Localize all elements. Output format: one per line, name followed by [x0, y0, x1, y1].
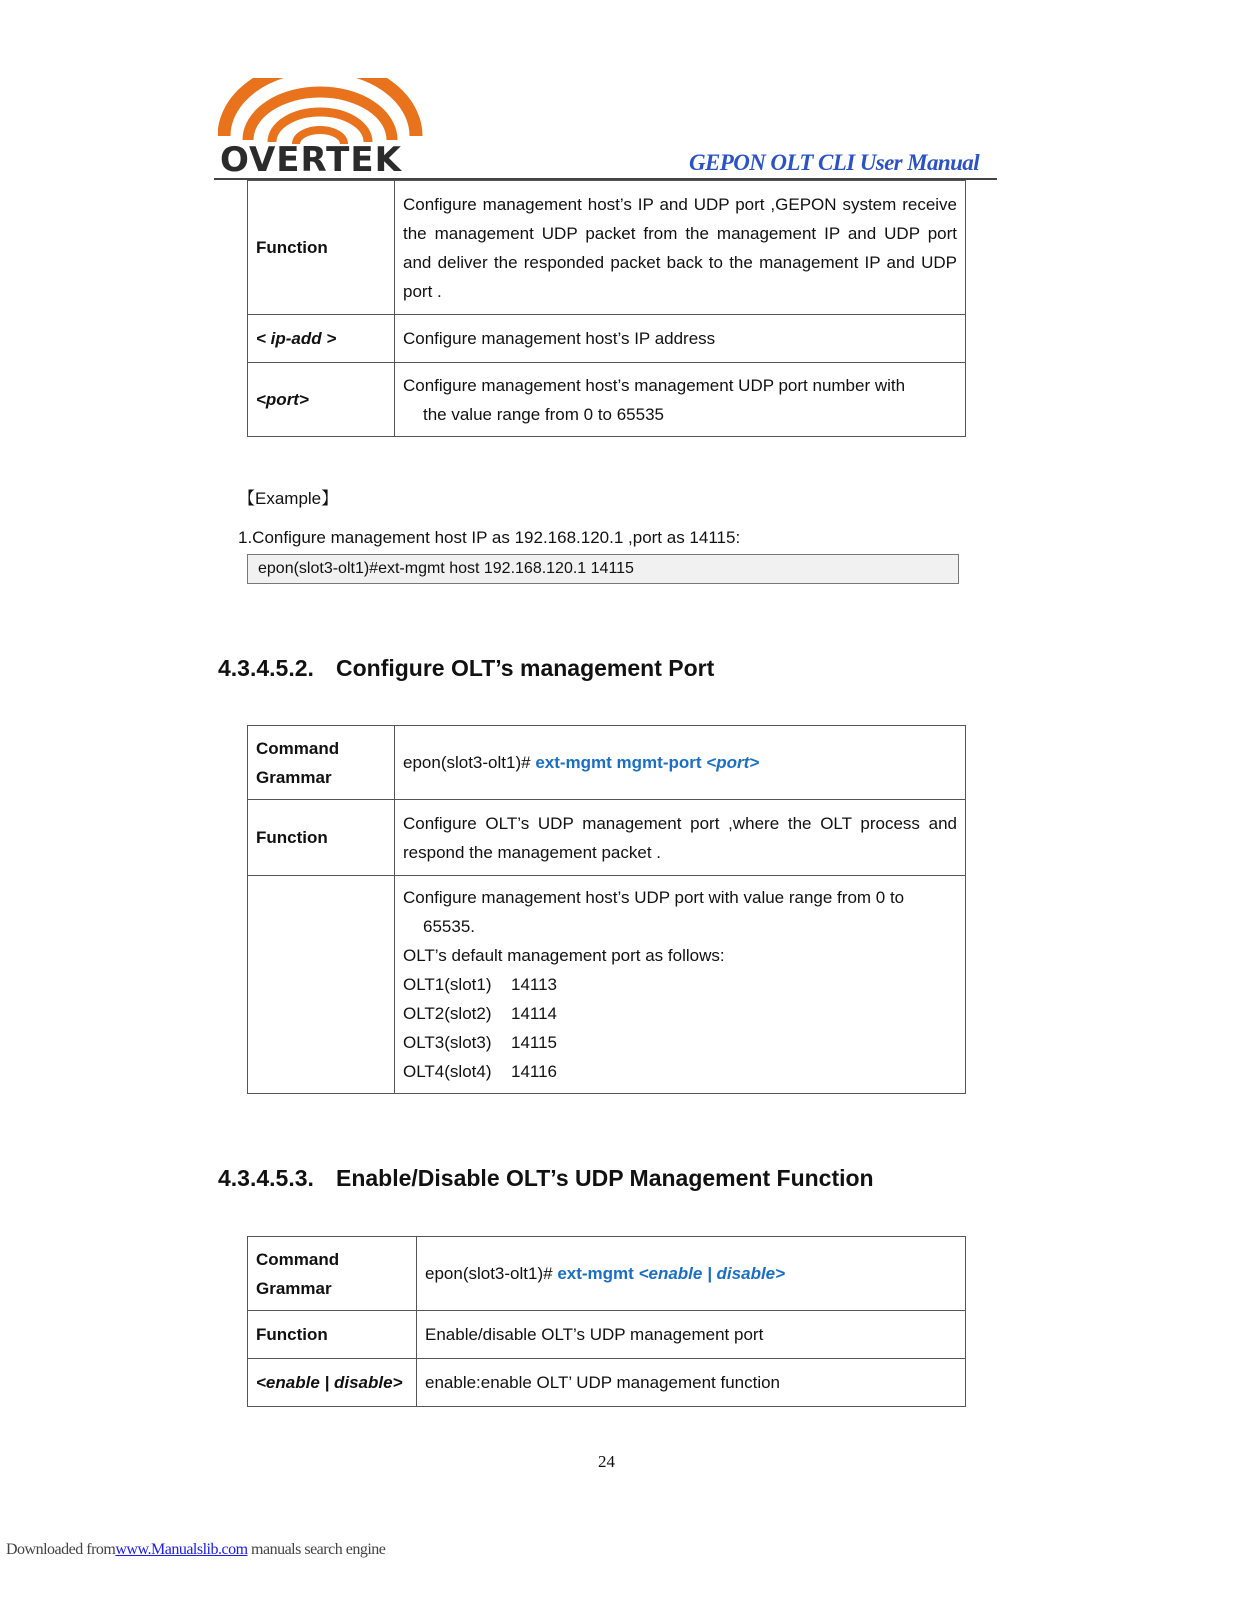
table-row [248, 1359, 966, 1407]
footer-prefix: Downloaded from [6, 1541, 116, 1558]
port-text-line1: Configure management host’s management UDP port number with [403, 375, 906, 395]
olt-name: OLT2(slot2) [403, 1004, 492, 1023]
grammar-arg: <enable | disable> [638, 1264, 786, 1283]
table-row [248, 1311, 966, 1359]
section-heading [218, 1165, 874, 1192]
grammar-label-line1: Command [256, 1249, 340, 1269]
function-text: Configure OLT’s UDP management port ,where the OLT process and respond the management packet . [395, 800, 966, 876]
download-footer [6, 1541, 385, 1559]
footer-suffix: manuals search engine [247, 1541, 386, 1558]
table-row [248, 315, 966, 363]
host-config-table [247, 180, 966, 437]
port-desc-line2: 65535. [423, 917, 475, 936]
grammar-prompt: epon(slot3-olt1)# [403, 753, 531, 772]
port-text [395, 363, 966, 437]
function-text: Enable/disable OLT’s UDP management port [417, 1311, 966, 1359]
port-text-line2: the value range from 0 to 65535 [423, 404, 664, 424]
param-text: enable:enable OLT’ UDP management function [417, 1359, 966, 1407]
code-example: epon(slot3-olt1)#ext-mgmt host 192.168.120.1 14115 [247, 554, 959, 584]
defaults-intro: OLT’s default management port as follows: [403, 946, 725, 965]
grammar-label [248, 726, 395, 800]
table-row [248, 876, 966, 1094]
grammar-label-line2: Grammar [256, 767, 332, 787]
table-row [248, 1237, 966, 1311]
table-row [248, 363, 966, 437]
svg-text:OVERTEK: OVERTEK [220, 140, 402, 176]
grammar-label [248, 1237, 417, 1311]
function-label: Function [248, 800, 395, 876]
grammar-prompt: epon(slot3-olt1)# [425, 1264, 553, 1283]
grammar-label-line1: Command [256, 738, 340, 758]
param-label: <enable | disable> [248, 1359, 417, 1407]
default-port-row [403, 999, 957, 1028]
function-text: Configure management host’s IP and UDP port ,GEPON system receive the management UDP packet from the management IP and UDP port and deliver the responded packet back to the management IP and UDP port . [395, 181, 966, 315]
olt-name: OLT3(slot3) [403, 1033, 492, 1052]
overtek-logo [218, 78, 423, 176]
function-label: Function [248, 181, 395, 315]
section-title: Enable/Disable OLT’s UDP Management Function [336, 1165, 874, 1191]
olt-name: OLT4(slot4) [403, 1062, 492, 1081]
example-label: 【Example】 [238, 489, 339, 508]
port-desc-line1: Configure management host’s UDP port with value range from 0 to [403, 888, 905, 907]
port-description [395, 876, 966, 1094]
default-port-row [403, 1057, 957, 1086]
example-step: 1.Configure management host IP as 192.168.120.1 ,port as 14115: [238, 528, 741, 547]
section-number: 4.3.4.5.3. [218, 1165, 314, 1191]
manual-title: GEPON OLT CLI User Manual [689, 150, 979, 175]
grammar-text [417, 1237, 966, 1311]
olt-port: 14116 [511, 1062, 558, 1081]
empty-cell [248, 876, 395, 1094]
grammar-arg: <port> [706, 753, 760, 772]
table-row [248, 800, 966, 876]
enable-disable-table [247, 1236, 966, 1407]
ipadd-text: Configure management host’s IP address [395, 315, 966, 363]
olt-port: 14114 [511, 1004, 558, 1023]
ipadd-label: < ip-add > [248, 315, 395, 363]
default-port-row [403, 1028, 957, 1057]
page-number: 24 [598, 1452, 615, 1471]
manualslib-link[interactable]: www.Manualslib.com [115, 1541, 248, 1558]
section-heading [218, 655, 714, 682]
table-row [248, 726, 966, 800]
grammar-command: ext-mgmt [557, 1264, 634, 1283]
section-number: 4.3.4.5.2. [218, 655, 314, 681]
grammar-text [395, 726, 966, 800]
table-row [248, 181, 966, 315]
port-label: <port> [248, 363, 395, 437]
grammar-label-line2: Grammar [256, 1278, 332, 1298]
olt-port: 14115 [511, 1033, 558, 1052]
function-label: Function [248, 1311, 417, 1359]
olt-name: OLT1(slot1) [403, 975, 492, 994]
olt-port: 14113 [511, 975, 558, 994]
section-title: Configure OLT’s management Port [336, 655, 715, 681]
default-port-row [403, 970, 957, 999]
mgmt-port-table [247, 725, 966, 1094]
grammar-command: ext-mgmt mgmt-port [535, 753, 702, 772]
